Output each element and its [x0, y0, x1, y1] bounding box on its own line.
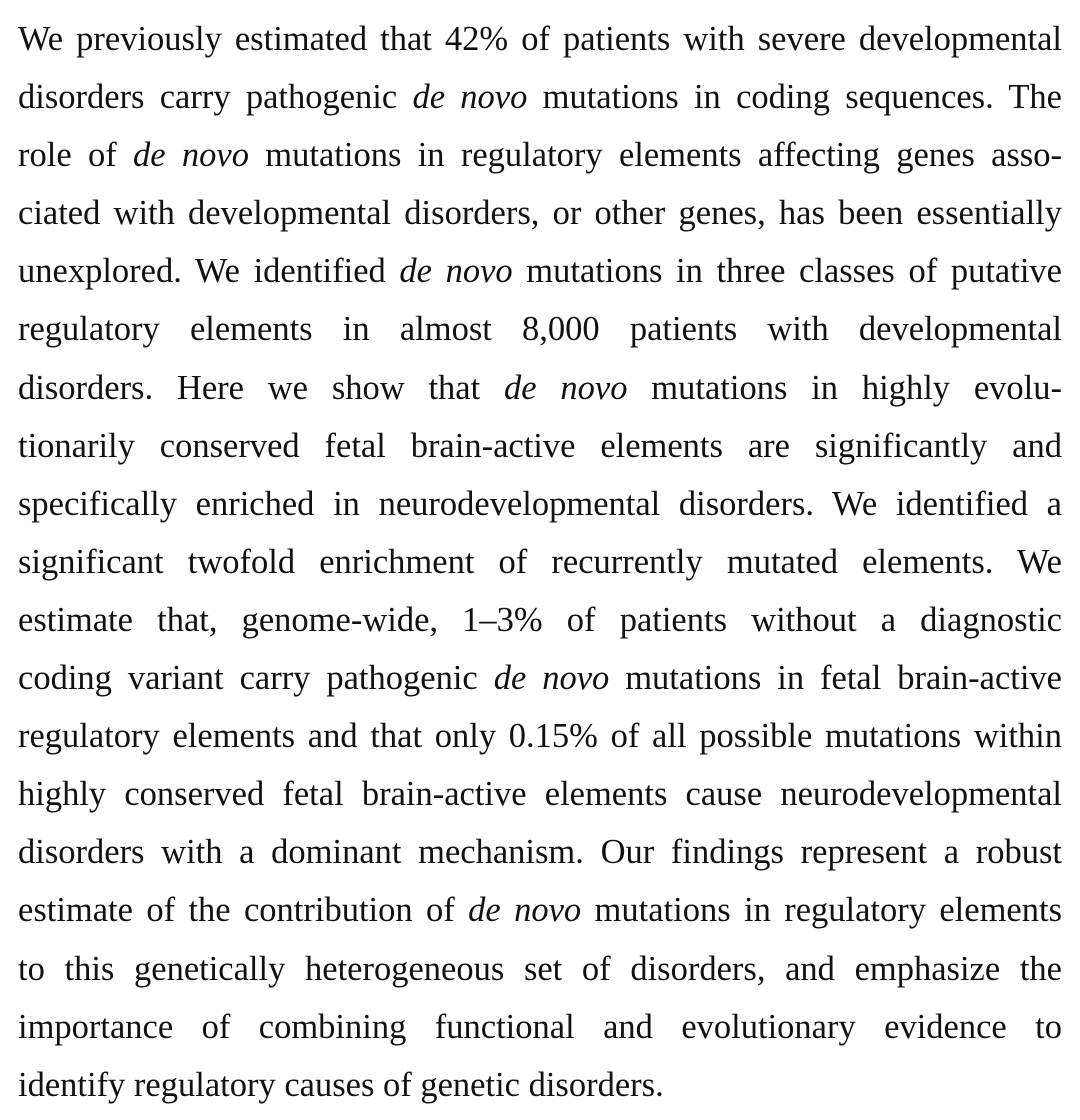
abstract-line [18, 68, 1062, 126]
italic-term: de novo [493, 659, 610, 698]
text-segment: importance of combining functional and evolutionary evidence to [18, 1007, 1062, 1046]
text-segment: highly conserved fetal brain-active elements cause neurodevelopmental [18, 775, 1062, 814]
text-segment: regulatory elements in almost 8,000 patients with developmental [18, 310, 1062, 349]
italic-term: de novo [504, 368, 628, 407]
abstract-line [18, 359, 1062, 417]
text-segment: mutations in coding sequences. The [527, 78, 1062, 117]
abstract-line [18, 765, 1062, 823]
abstract-line [18, 10, 1062, 68]
text-segment: disorders with a dominant mechanism. Our findings represent a robust [18, 833, 1062, 872]
abstract-line [18, 1056, 1062, 1114]
abstract-line [18, 881, 1062, 939]
text-segment: We previously estimated that 42% of patients with severe developmental [18, 20, 1062, 58]
abstract-line [18, 417, 1062, 475]
italic-term: de novo [133, 136, 249, 175]
abstract-paragraph [18, 10, 1062, 1114]
abstract-line [18, 940, 1062, 998]
text-segment: specifically enriched in neurodevelopmental disorders. We identified a [18, 484, 1062, 523]
text-segment: identify regulatory causes of genetic disorders. [18, 1065, 664, 1104]
text-segment: significant twofold enrichment of recurrently mutated elements. We [18, 542, 1062, 581]
abstract-line [18, 823, 1062, 881]
abstract-line [18, 300, 1062, 358]
text-segment: estimate of the contribution of [18, 891, 469, 930]
abstract-line [18, 649, 1062, 707]
text-segment: role of [18, 136, 134, 175]
abstract-line [18, 475, 1062, 533]
text-segment: disorders. Here we show that [18, 368, 505, 407]
italic-term: de novo [412, 78, 528, 117]
abstract-line [18, 242, 1062, 300]
text-segment: to this genetically heterogeneous set of disorders, and emphasize the [18, 949, 1062, 988]
text-segment: coding variant carry pathogenic [18, 659, 494, 698]
abstract-line [18, 126, 1062, 184]
text-segment: mutations in fetal brain-active [609, 659, 1062, 698]
text-segment: mutations in regulatory elements [581, 891, 1062, 930]
text-segment: mutations in highly evolu- [627, 368, 1062, 407]
text-segment: regulatory elements and that only 0.15% of all possible mutations within [18, 717, 1062, 756]
text-segment: estimate that, genome-wide, 1–3% of patients without a diagnostic [18, 600, 1062, 639]
text-segment: disorders carry pathogenic [18, 78, 413, 117]
text-segment: mutations in three classes of putative [512, 252, 1062, 291]
abstract-line [18, 184, 1062, 242]
text-segment: mutations in regulatory elements affecting genes asso- [248, 136, 1062, 175]
abstract-line [18, 998, 1062, 1056]
abstract-line [18, 533, 1062, 591]
italic-term: de novo [468, 891, 582, 930]
abstract-line [18, 707, 1062, 765]
text-segment: tionarily conserved fetal brain-active elements are significantly and [18, 426, 1062, 465]
text-segment: unexplored. We identified [18, 252, 400, 291]
text-segment: ciated with developmental disorders, or other genes, has been essentially [18, 194, 1062, 233]
abstract-line [18, 591, 1062, 649]
italic-term: de novo [399, 252, 513, 291]
